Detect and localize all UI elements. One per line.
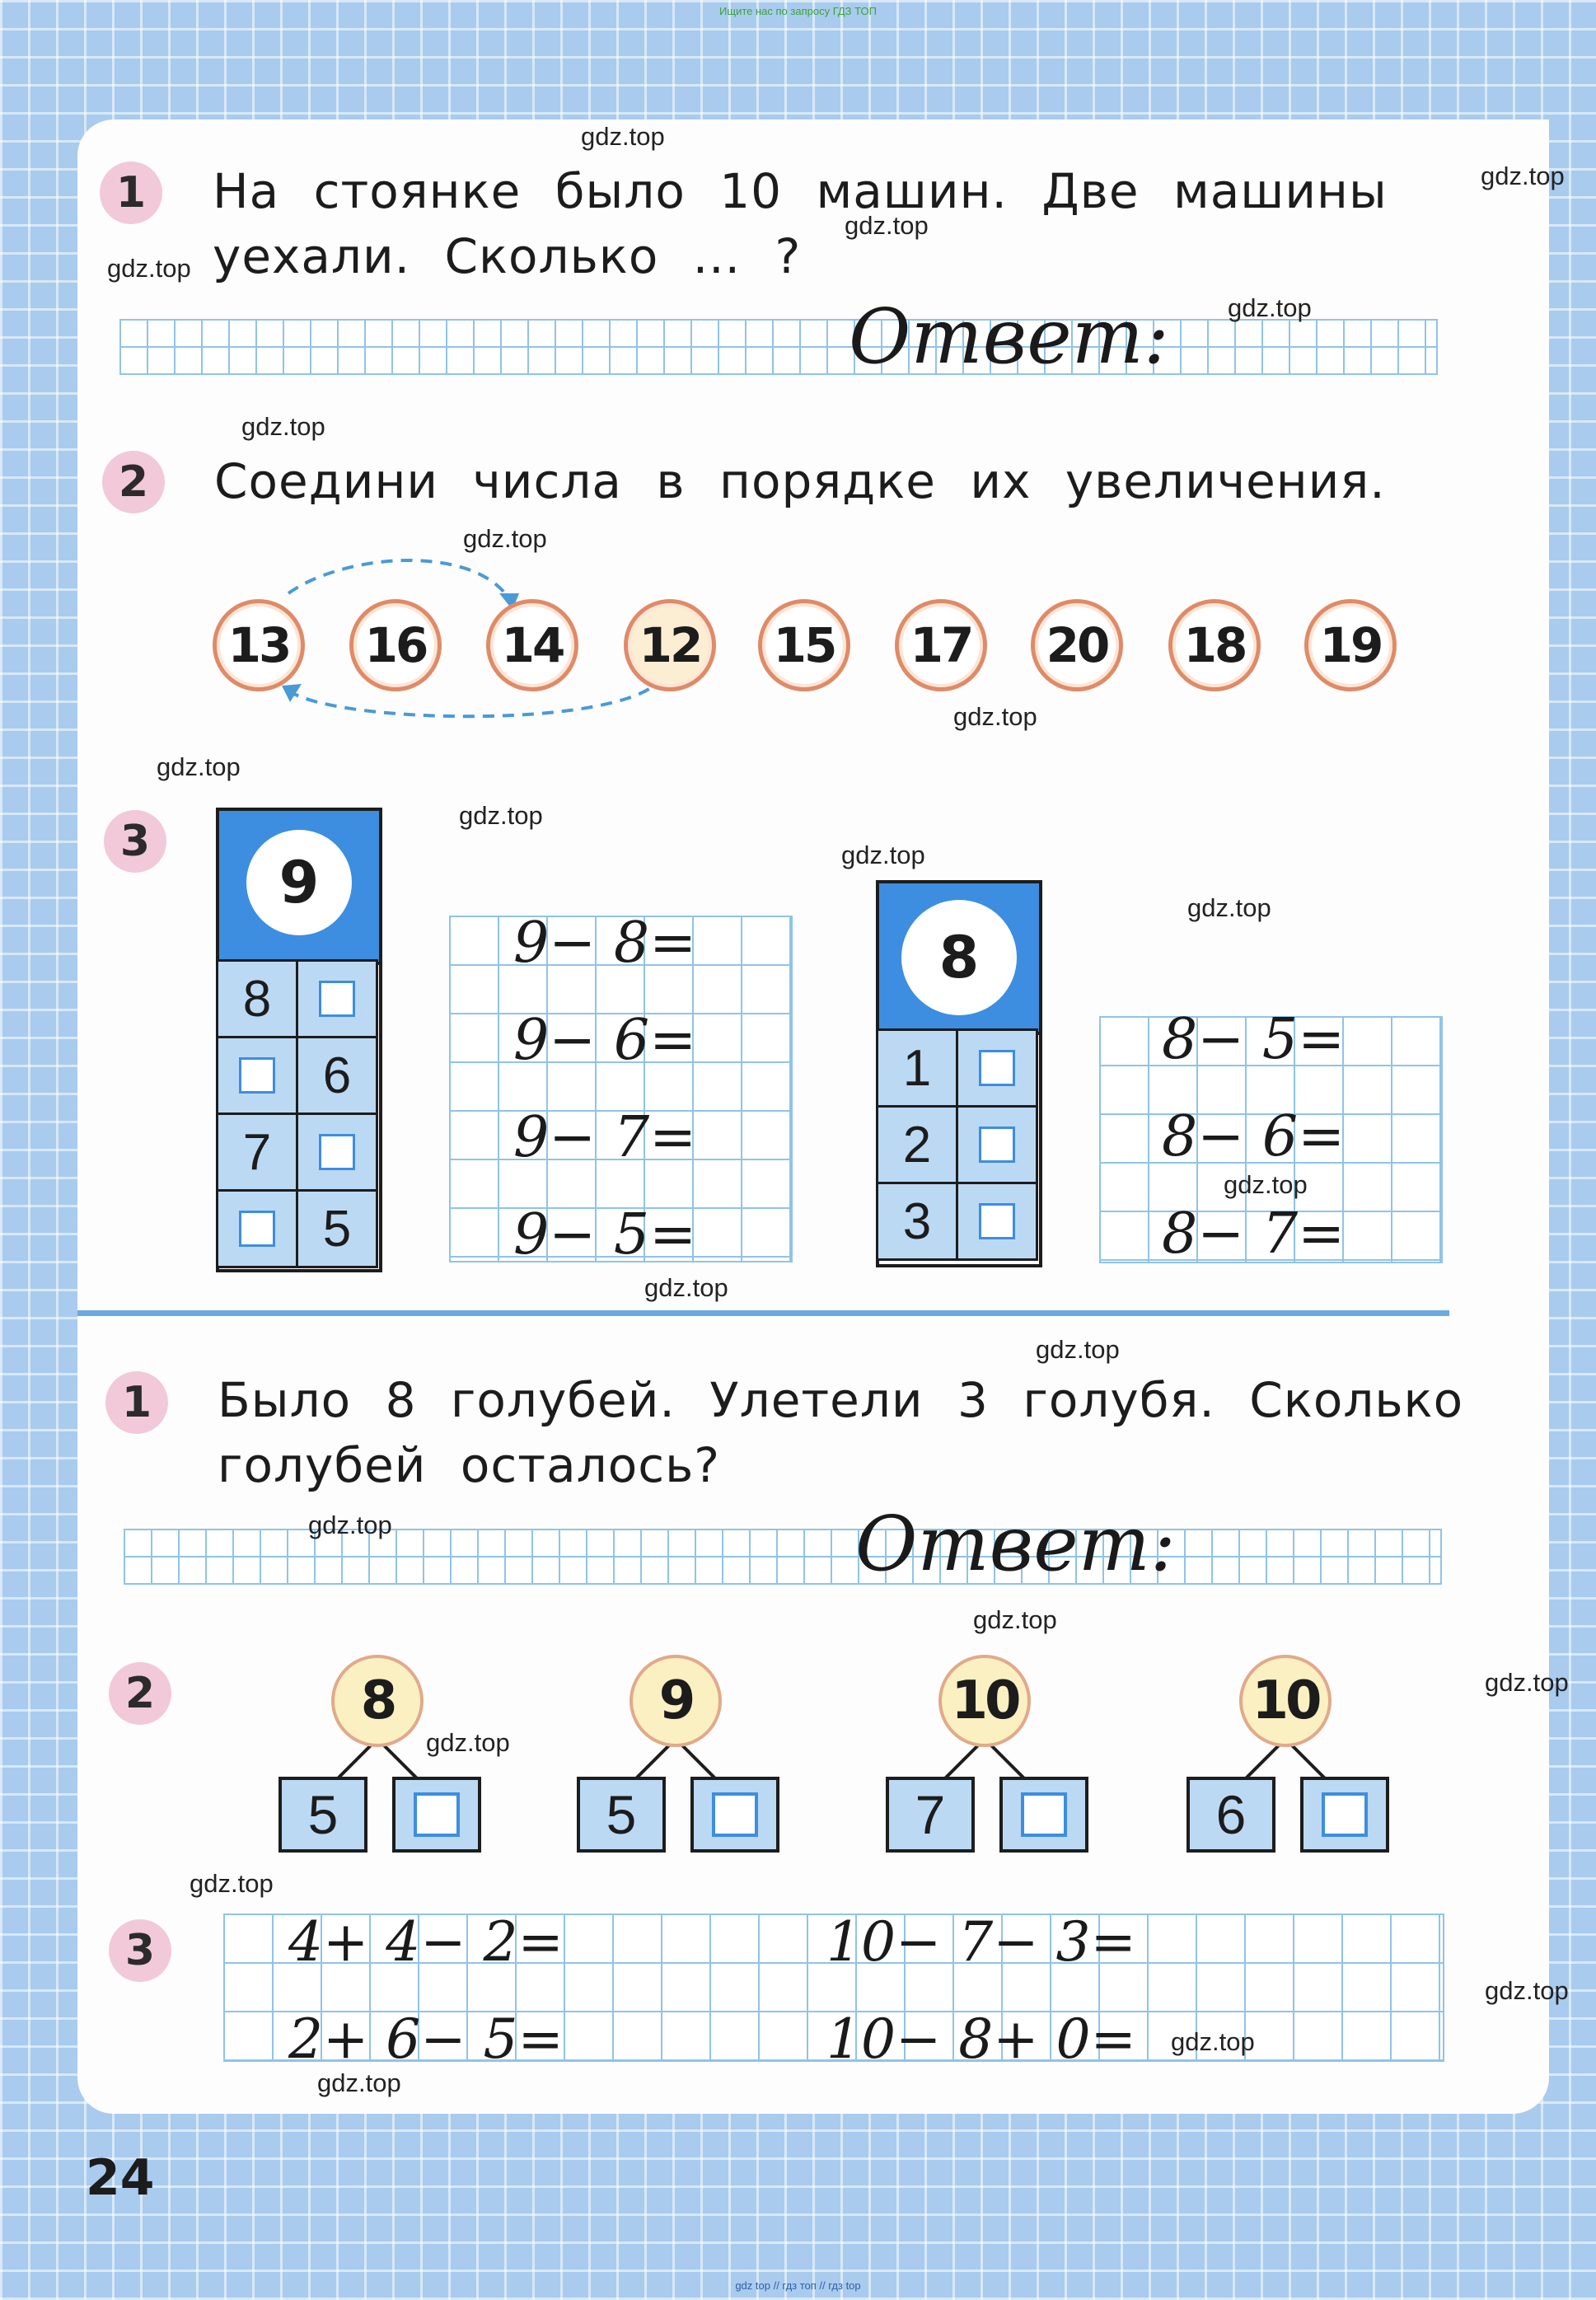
arrow-head [282, 684, 302, 702]
tree-right-box[interactable] [392, 1777, 481, 1853]
watermark-text: gdz.top [1485, 1976, 1569, 2005]
house-top-number: 9 [246, 830, 352, 935]
answer-box[interactable] [239, 1211, 275, 1247]
number-circle[interactable]: 18 [1168, 599, 1261, 691]
answer-grid[interactable] [119, 319, 1438, 375]
house-cell: 5 [296, 1189, 378, 1268]
tree-right-box[interactable] [1300, 1777, 1389, 1853]
tree-left-box: 6 [1186, 1777, 1275, 1853]
task-text-line: уехали. Сколько ... ? [213, 228, 802, 284]
house-cell[interactable] [216, 1189, 298, 1268]
math-expression: 9− 7= [513, 1105, 697, 1170]
answer-box[interactable] [414, 1792, 460, 1837]
tree-left-box: 5 [278, 1777, 367, 1853]
tree-top-number: 10 [938, 1655, 1031, 1747]
watermark-text: gdz.top [1224, 1170, 1308, 1199]
watermark-text: gdz.top [581, 122, 665, 151]
house-cell[interactable] [956, 1182, 1038, 1261]
answer-box[interactable] [979, 1127, 1015, 1163]
math-expression: 8− 6= [1162, 1104, 1346, 1169]
tree-right-box[interactable] [690, 1777, 779, 1853]
watermark-text: gdz.top [107, 254, 191, 283]
house-cell: 6 [296, 1036, 378, 1115]
math-expression: 8− 5= [1162, 1007, 1346, 1072]
answer-box[interactable] [239, 1057, 275, 1094]
watermark-text: gdz.top [1481, 162, 1565, 190]
number-circle[interactable]: 20 [1031, 599, 1123, 691]
number-circle[interactable]: 13 [213, 599, 305, 691]
watermark-text: gdz.top [463, 524, 547, 553]
watermark-text: gdz.top [845, 211, 929, 240]
math-expression: 10− 7− 3= [826, 1910, 1136, 1974]
house-cell: 1 [876, 1028, 958, 1108]
tree-right-box[interactable] [999, 1777, 1088, 1853]
math-expression: 2+ 6− 5= [288, 2007, 564, 2071]
section-divider [77, 1310, 1449, 1316]
house-cell[interactable] [216, 1036, 298, 1115]
tree-top-number: 10 [1239, 1655, 1332, 1747]
house-cell: 3 [876, 1182, 958, 1261]
answer-box[interactable] [319, 1134, 355, 1170]
watermark-text: gdz.top [1228, 293, 1312, 322]
task-number-badge: 1 [100, 162, 162, 224]
bottom-note: gdz top // гдз топ // гдз top [735, 2279, 861, 2292]
tree-top-number: 8 [331, 1655, 424, 1747]
task-text-line: Было 8 голубей. Улетели 3 голубя. Сколько [218, 1372, 1464, 1428]
math-expression: 10− 8+ 0= [826, 2007, 1136, 2071]
house-cell[interactable] [296, 1113, 378, 1192]
house-cell[interactable] [956, 1028, 1038, 1108]
tree-left-box: 5 [577, 1777, 666, 1853]
house-cell: 7 [216, 1113, 298, 1192]
watermark-text: gdz.top [953, 702, 1037, 731]
watermark-text: gdz.top [841, 841, 925, 869]
answer-box[interactable] [1021, 1792, 1067, 1837]
number-circle[interactable]: 12 [624, 599, 716, 691]
number-circle[interactable]: 17 [895, 599, 987, 691]
house-cell: 2 [876, 1105, 958, 1184]
number-circle[interactable]: 19 [1304, 599, 1397, 691]
watermark-text: gdz.top [1485, 1668, 1569, 1697]
watermark-text: gdz.top [190, 1869, 274, 1898]
task-number-badge: 3 [109, 1919, 171, 1982]
watermark-text: gdz.top [241, 412, 325, 441]
top-note: Ищите нас по запросу ГДЗ ТОП [719, 5, 877, 17]
watermark-text: gdz.top [308, 1511, 392, 1539]
house-cell[interactable] [296, 959, 378, 1038]
task-text: Соедини числа в порядке их увеличения. [214, 453, 1386, 509]
page-number: 24 [86, 2149, 155, 2207]
number-circle[interactable]: 14 [486, 599, 578, 691]
math-expression: 8− 7= [1162, 1202, 1346, 1267]
house-cell: 8 [216, 959, 298, 1038]
math-expression: 9− 6= [513, 1008, 697, 1073]
answer-box[interactable] [979, 1203, 1015, 1239]
task-number-badge: 2 [109, 1662, 171, 1725]
math-expression: 9− 8= [513, 911, 697, 976]
task-text-line: На стоянке было 10 машин. Две машины [213, 163, 1388, 219]
watermark-text: gdz.top [1171, 2027, 1255, 2056]
math-expression: 9− 5= [513, 1202, 697, 1267]
watermark-text: gdz.top [426, 1728, 510, 1757]
answer-label: Ответ: [849, 293, 1169, 381]
watermark-text: gdz.top [157, 752, 241, 781]
answer-label: Ответ: [855, 1500, 1176, 1588]
dashed-arrow-arc [288, 676, 663, 716]
watermark-text: gdz.top [459, 801, 543, 830]
watermark-text: gdz.top [644, 1273, 728, 1302]
answer-box[interactable] [979, 1050, 1015, 1086]
task-number-badge: 3 [104, 810, 166, 873]
watermark-text: gdz.top [973, 1605, 1057, 1634]
watermark-text: gdz.top [1187, 893, 1271, 922]
tree-top-number: 9 [630, 1655, 722, 1747]
number-circle[interactable]: 15 [758, 599, 850, 691]
dashed-arrow-arc [288, 560, 511, 602]
math-expression: 4+ 4− 2= [288, 1910, 564, 1974]
number-circle[interactable]: 16 [349, 599, 442, 691]
watermark-text: gdz.top [1036, 1335, 1120, 1364]
answer-box[interactable] [319, 981, 355, 1017]
task-number-badge: 2 [102, 451, 165, 513]
answer-box[interactable] [1322, 1792, 1368, 1837]
watermark-text: gdz.top [317, 2068, 401, 2097]
tree-left-box: 7 [886, 1777, 975, 1853]
answer-box[interactable] [712, 1792, 758, 1837]
task-text-line: голубей осталось? [218, 1437, 721, 1493]
task-number-badge: 1 [105, 1371, 168, 1434]
house-cell[interactable] [956, 1105, 1038, 1184]
house-top-number: 8 [901, 900, 1017, 1015]
